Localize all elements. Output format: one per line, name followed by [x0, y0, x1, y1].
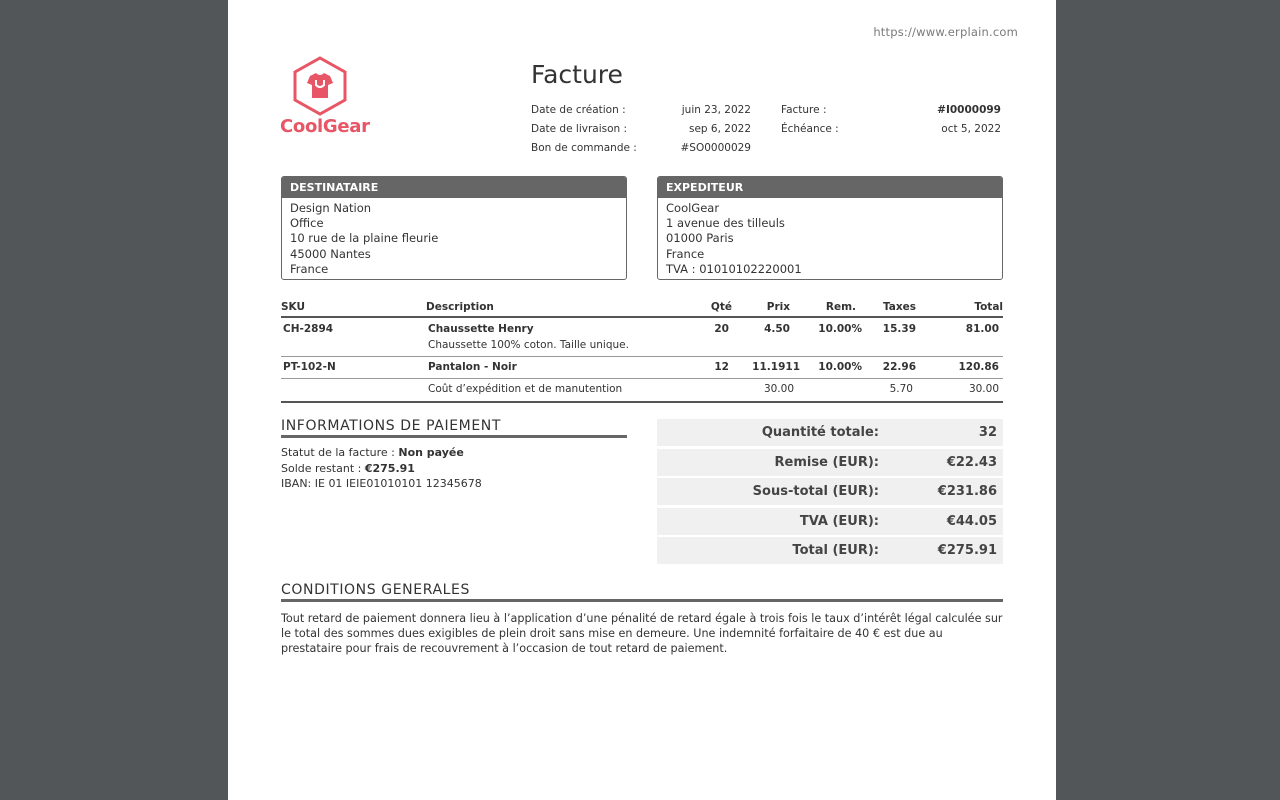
- balance-due-label: Solde restant :: [281, 461, 362, 475]
- recipient-line: 45000 Nantes: [290, 246, 371, 261]
- item-price: 11.1911: [752, 361, 800, 373]
- item-total: 120.86: [958, 361, 999, 373]
- sender-box: [657, 176, 1003, 280]
- invoice-status: [281, 445, 482, 461]
- column-header-qty: Qté: [710, 301, 732, 313]
- recipient-box: [281, 176, 627, 280]
- creation-date-value: juin 23, 2022: [681, 104, 751, 116]
- sender-line: CoolGear: [666, 201, 720, 215]
- terms-text: Tout retard de paiement donnera lieu à l’application d’une pénalité de retard égale à trois fois le taux d’intérêt légal calculée sur le total des sommes dues exigibles de plein droit sans mise en demeure. Une indemnité forfaitaire de 40 € est due au prestataire pour frais de recouvrement à l’occasion de tout retard de paiement.: [281, 612, 1003, 655]
- recipient-header: DESTINATAIRE: [282, 177, 626, 198]
- delivery-date-value: sep 6, 2022: [688, 123, 751, 135]
- subtotal-row: [657, 478, 1003, 505]
- sender-line: France: [666, 246, 705, 261]
- recipient-line: Design Nation: [290, 201, 372, 215]
- shipping-description: Coût d’expédition et de manutention: [428, 383, 623, 395]
- discount-label: Remise (EUR):: [774, 454, 879, 470]
- table-header-row: [281, 300, 1003, 318]
- vat-label: TVA (EUR):: [799, 513, 879, 529]
- invoice-number-label: Facture :: [781, 104, 827, 116]
- item-sku: PT-102-N: [283, 361, 336, 373]
- due-date-value: oct 5, 2022: [941, 123, 1001, 135]
- recipient-line: Office: [290, 216, 324, 231]
- item-qty: 12: [714, 361, 729, 373]
- table-row: [281, 357, 1003, 379]
- grand-total-value: €275.91: [937, 543, 997, 558]
- tshirt-hexagon-icon: [292, 56, 348, 116]
- shipping-taxes: 5.70: [889, 383, 913, 395]
- invoice-page: [228, 0, 1056, 800]
- total-quantity-value: 32: [978, 425, 997, 440]
- item-name: Chaussette Henry: [428, 323, 534, 335]
- discount-row: [657, 449, 1003, 476]
- total-quantity-label: Quantité totale:: [761, 425, 879, 440]
- delivery-date-label: Date de livraison :: [531, 123, 628, 135]
- total-quantity-row: [657, 419, 1003, 446]
- grand-total-row: [657, 537, 1003, 564]
- balance-due-value: €275.91: [364, 461, 415, 475]
- company-logo: [280, 56, 370, 137]
- item-detail: Chaussette 100% coton. Taille unique.: [428, 339, 629, 351]
- items-table: [281, 300, 1003, 403]
- recipient-line: 10 rue de la plaine fleurie: [290, 231, 439, 246]
- subtotal-value: €231.86: [937, 484, 997, 499]
- vat-row: [657, 508, 1003, 535]
- recipient-line: France: [290, 261, 329, 276]
- column-header-total: Total: [974, 301, 1003, 313]
- item-sku: CH-2894: [283, 323, 334, 335]
- creation-date-label: Date de création :: [531, 104, 626, 116]
- vat-value: €44.05: [946, 513, 997, 529]
- item-qty: 20: [714, 323, 729, 335]
- iban: IBAN: IE 01 IEIE01010101 12345678: [281, 477, 482, 490]
- invoice-status-value: Non payée: [398, 446, 464, 459]
- shipping-price: 30.00: [763, 383, 794, 395]
- order-label: Bon de commande :: [531, 142, 637, 154]
- column-header-discount: Rem.: [825, 301, 856, 313]
- discount-value: €22.43: [946, 454, 997, 470]
- item-discount: 10.00%: [818, 361, 862, 373]
- payment-info-title: INFORMATIONS DE PAIEMENT: [281, 418, 627, 438]
- item-taxes: 22.96: [882, 361, 916, 373]
- item-taxes: 15.39: [882, 323, 916, 335]
- invoice-status-label: Statut de la facture :: [281, 446, 395, 459]
- subtotal-label: Sous-total (EUR):: [752, 484, 879, 499]
- invoice-number-value: #I0000099: [937, 104, 1001, 116]
- due-date-label: Échéance :: [781, 123, 839, 135]
- terms-title: CONDITIONS GENERALES: [281, 582, 1003, 602]
- order-number: #SO0000029: [680, 142, 751, 154]
- company-name: CoolGear: [280, 116, 370, 137]
- site-url[interactable]: https://www.erplain.com: [873, 25, 1018, 39]
- column-header-price: Prix: [766, 301, 790, 313]
- column-header-description: Description: [426, 301, 494, 313]
- balance-due: [281, 461, 482, 477]
- table-row: [281, 318, 1003, 357]
- sender-line: TVA : 01010102220001: [666, 261, 802, 276]
- shipping-total: 30.00: [968, 383, 999, 395]
- payment-info: [281, 445, 482, 492]
- item-total: 81.00: [965, 323, 999, 335]
- item-discount: 10.00%: [818, 323, 862, 335]
- item-name: Pantalon - Noir: [428, 361, 517, 373]
- item-price: 4.50: [764, 323, 790, 335]
- sender-line: 01000 Paris: [666, 231, 734, 246]
- sender-line: 1 avenue des tilleuls: [666, 216, 785, 231]
- shipping-row: [281, 379, 1003, 403]
- column-header-sku: SKU: [281, 301, 306, 313]
- grand-total-label: Total (EUR):: [792, 543, 879, 558]
- totals-summary: [657, 419, 1003, 567]
- sender-header: EXPEDITEUR: [658, 177, 1002, 198]
- invoice-title: Facture: [531, 60, 623, 89]
- column-header-taxes: Taxes: [882, 301, 916, 313]
